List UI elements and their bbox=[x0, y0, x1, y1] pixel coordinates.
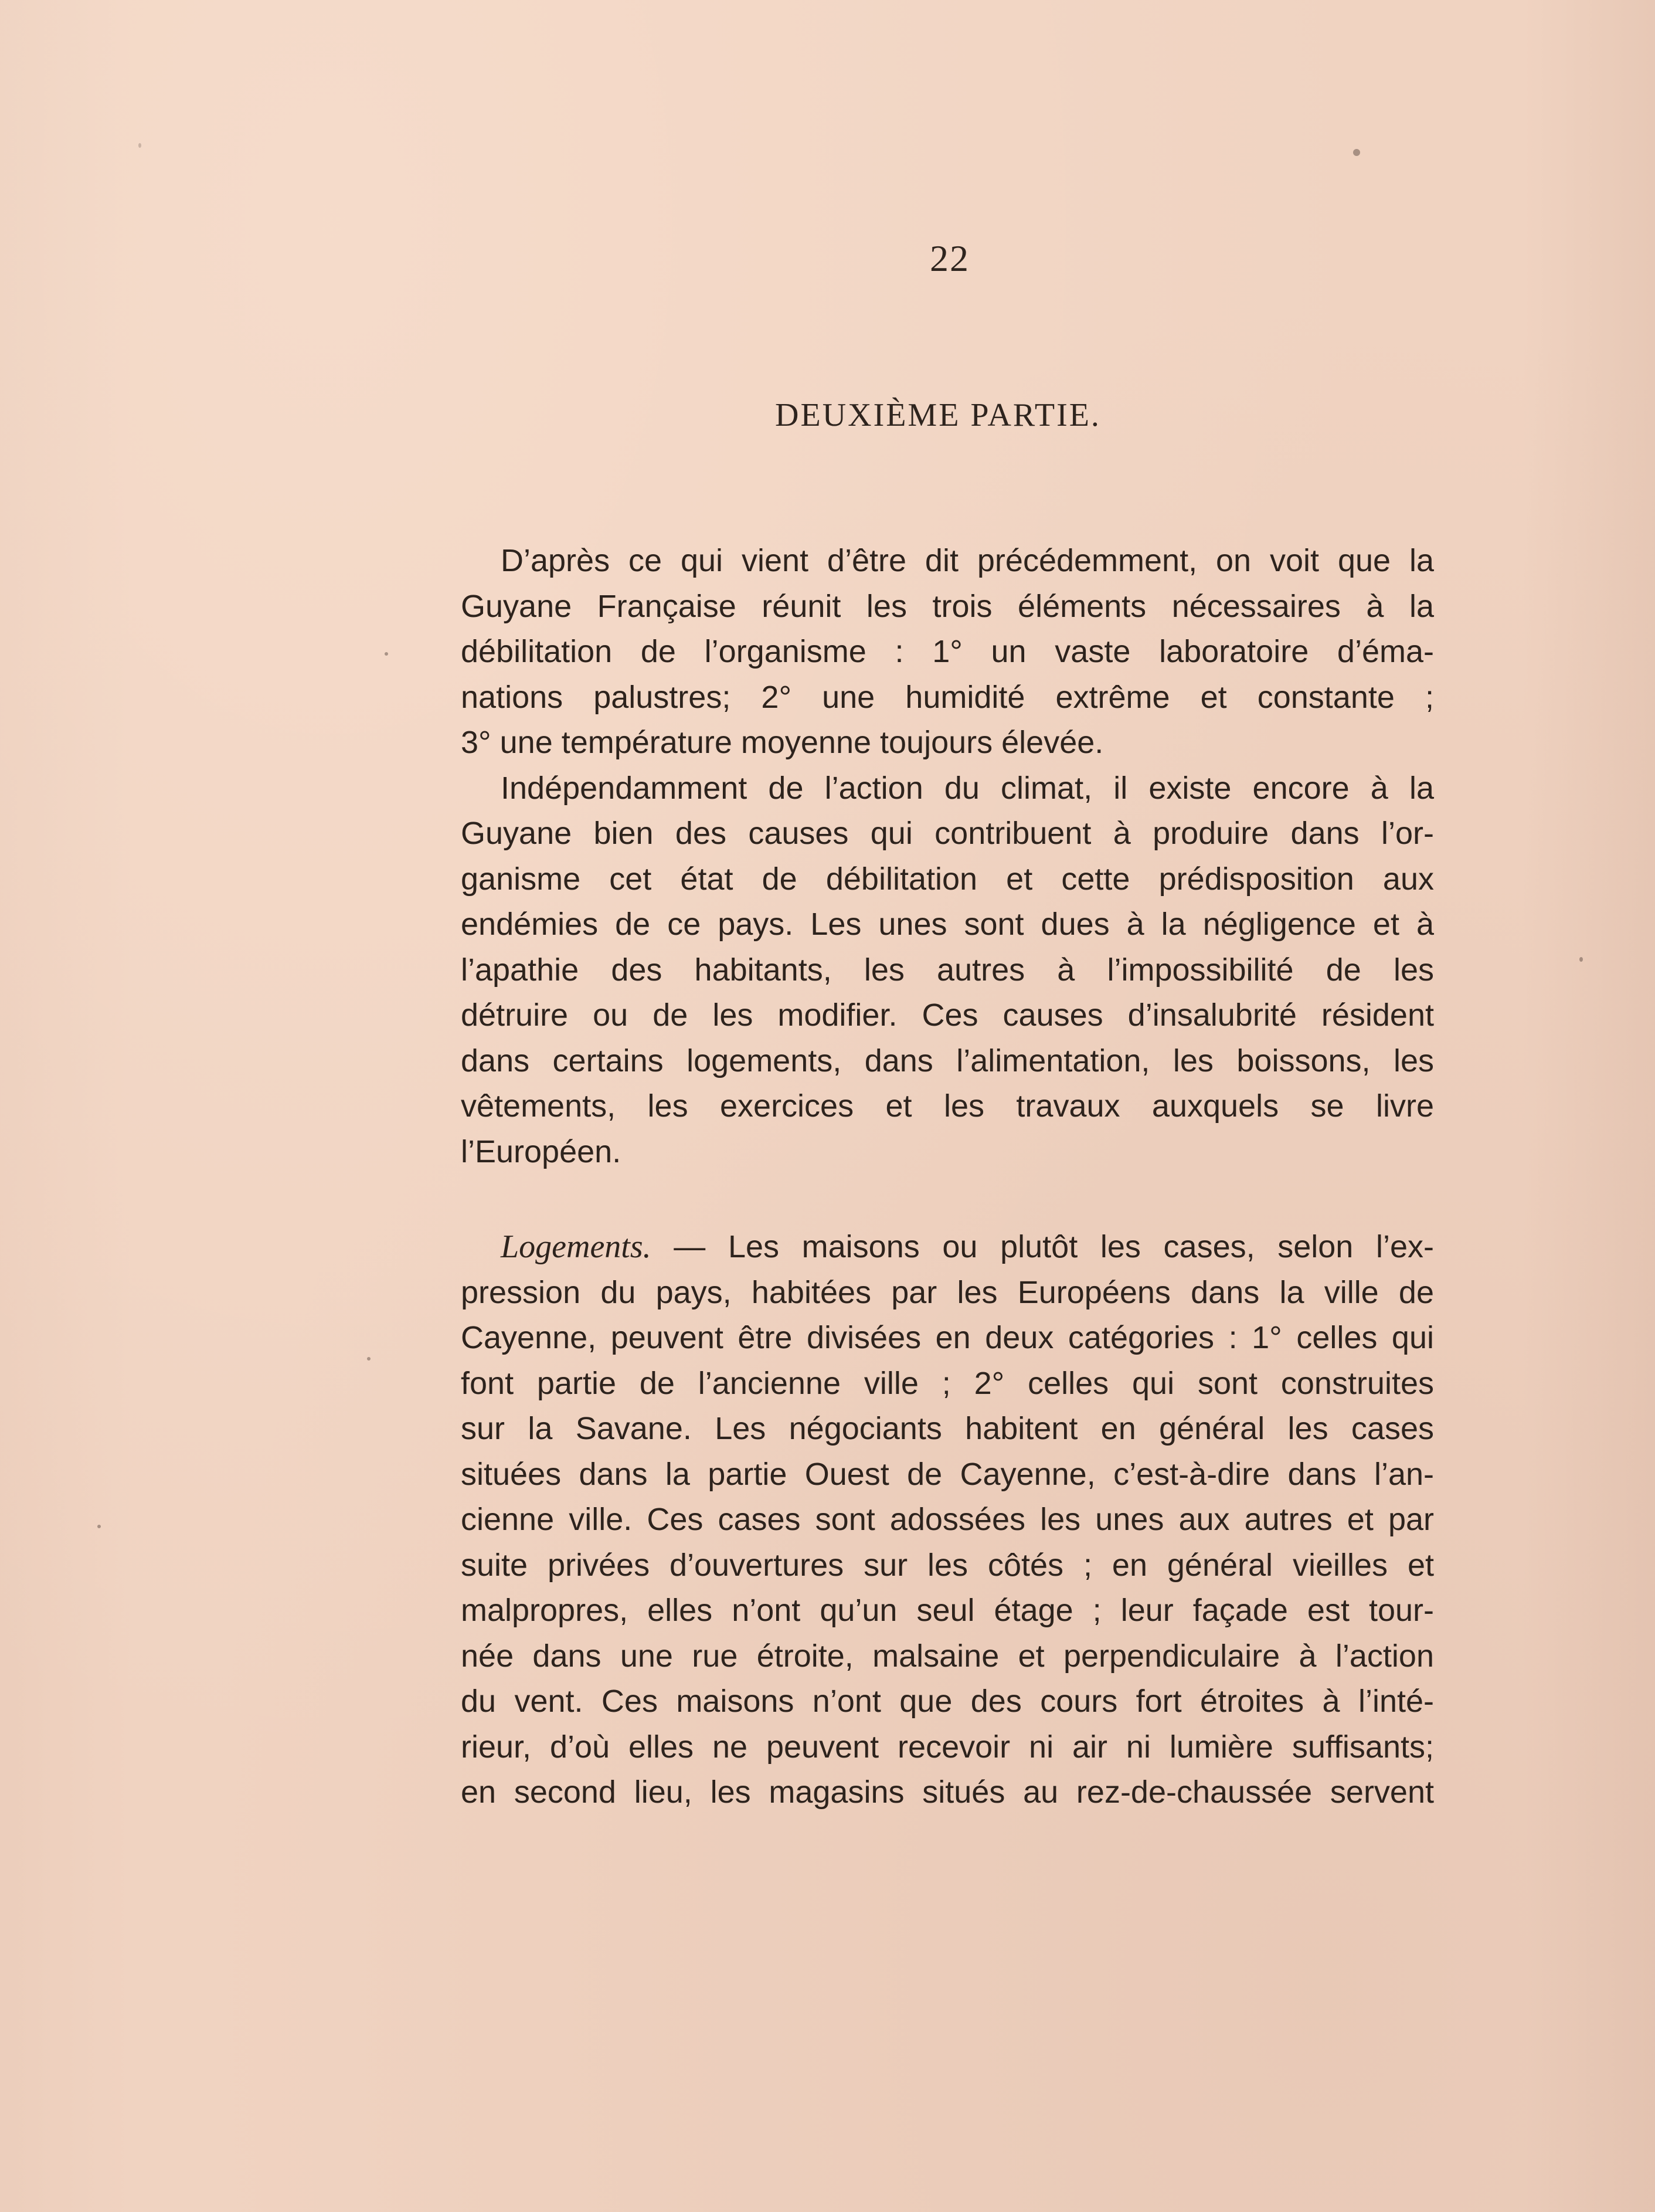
logements-heading: Logements. bbox=[501, 1229, 651, 1265]
text-line: dans certains logements, dans l’alimentation, les boissons, les bbox=[461, 1043, 1434, 1078]
page-number: 22 bbox=[930, 238, 970, 279]
paper-speck bbox=[1353, 149, 1360, 156]
text-line: née dans une rue étroite, malsaine et perpendiculaire à l’action bbox=[461, 1638, 1434, 1674]
text-line: nations palustres; 2° une humidité extrême et constante ; bbox=[461, 679, 1434, 715]
text-line: pression du pays, habitées par les Européens dans la ville de bbox=[461, 1274, 1434, 1310]
text-line: D’après ce qui vient d’être dit précédemment, on voit que la bbox=[501, 543, 1434, 578]
text-line: font partie de l’ancienne ville ; 2° celles qui sont construites bbox=[461, 1365, 1434, 1401]
text-line: Guyane bien des causes qui contribuent à produire dans l’or- bbox=[461, 816, 1434, 851]
text-line: débilitation de l’organisme : 1° un vaste laboratoire d’éma- bbox=[461, 634, 1434, 669]
paper-speck bbox=[1579, 957, 1583, 962]
text-line: Guyane Française réunit les trois éléments nécessaires à la bbox=[461, 588, 1434, 624]
paragraph-3 bbox=[461, 1224, 1434, 1816]
intro-text bbox=[461, 538, 1434, 1175]
paper-speck bbox=[367, 1357, 371, 1361]
text-line: situées dans la partie Ouest de Cayenne, c’est-à-dire dans l’an- bbox=[461, 1456, 1434, 1492]
paragraph-1 bbox=[461, 538, 1434, 766]
text-line: vêtements, les exercices et les travaux auxquels se livre bbox=[461, 1088, 1434, 1124]
text-line: Indépendamment de l’action du climat, il existe encore à la bbox=[501, 770, 1434, 806]
text-line: sur la Savane. Les négociants habitent en général les cases bbox=[461, 1411, 1434, 1446]
text-line: ganisme cet état de débilitation et cette prédisposition aux bbox=[461, 861, 1434, 897]
section-title: DEUXIÈME PARTIE. bbox=[775, 397, 1101, 433]
paper-speck bbox=[138, 143, 141, 148]
text-line: l’Européen. bbox=[461, 1134, 621, 1169]
text-span: — Les maisons ou plutôt les cases, selon l’ex- bbox=[651, 1229, 1434, 1264]
text-line: l’apathie des habitants, les autres à l’impossibilité de les bbox=[461, 952, 1434, 988]
paragraph-2 bbox=[461, 766, 1434, 1175]
text-line: Cayenne, peuvent être divisées en deux catégories : 1° celles qui bbox=[461, 1320, 1434, 1355]
paper-speck bbox=[385, 652, 388, 656]
text-line: détruire ou de les modifier. Ces causes d’insalubrité résident bbox=[461, 998, 1434, 1033]
text-line: cienne ville. Ces cases sont adossées les unes aux autres et par bbox=[461, 1502, 1434, 1537]
logements-section bbox=[461, 1224, 1434, 1816]
text-line: du vent. Ces maisons n’ont que des cours fort étroites à l’inté- bbox=[461, 1684, 1434, 1719]
text-line: suite privées d’ouvertures sur les côtés ; en général vieilles et bbox=[461, 1547, 1434, 1583]
text-line: rieur, d’où elles ne peuvent recevoir ni air ni lumière suffisants; bbox=[461, 1729, 1434, 1765]
text-line bbox=[461, 1224, 1434, 1270]
paper-speck bbox=[97, 1525, 101, 1528]
text-line: endémies de ce pays. Les unes sont dues à la négligence et à bbox=[461, 907, 1434, 942]
text-line: en second lieu, les magasins situés au rez-de-chaussée servent bbox=[461, 1775, 1434, 1810]
text-line: malpropres, elles n’ont qu’un seul étage ; leur façade est tour- bbox=[461, 1593, 1434, 1628]
text-line: 3° une température moyenne toujours élevée. bbox=[461, 725, 1104, 760]
